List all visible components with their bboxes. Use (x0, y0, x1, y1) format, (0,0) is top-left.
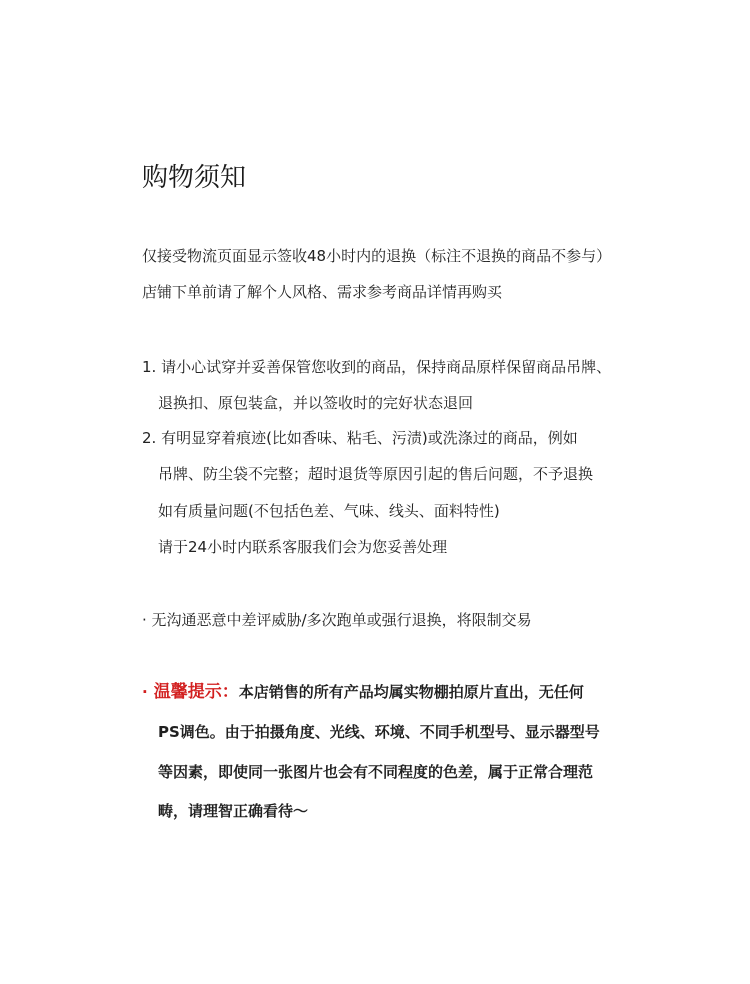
intro-line-return-window: 仅接受物流页面显示签收48小时内的退换（标注不退换的商品不参与） (142, 247, 612, 265)
tip-bullet: · (142, 683, 148, 701)
warm-tip-line-4: 畴，请理智正确看待～ (158, 802, 309, 820)
tip-heading: 温馨提示： (153, 682, 239, 702)
warm-tip-line-1 (142, 680, 584, 704)
intro-line-style-advice: 店铺下单前请了解个人风格、需求参考商品详情再购买 (142, 283, 503, 301)
rule-item-1-line-1: 1. 请小心试穿并妥善保管您收到的商品，保持商品原样保留商品吊牌、 (142, 358, 612, 376)
rule-item-2-line-1: 2. 有明显穿着痕迹(比如香味、粘毛、污渍)或洗涤过的商品，例如 (142, 429, 578, 447)
rule-item-2-line-4: 请于24小时内联系客服我们会为您妥善处理 (158, 538, 448, 556)
page-title: 购物须知 (142, 163, 247, 193)
tip-text-1: 本店销售的所有产品均属实物棚拍原片直出，无任何 (238, 683, 584, 701)
rule-item-2-line-2: 吊牌、防尘袋不完整；超时退货等原因引起的售后问题，不予退换 (158, 465, 594, 483)
trade-restriction-warning: · 无沟通恶意中差评威胁/多次跑单或强行退换，将限制交易 (142, 611, 532, 629)
warm-tip-line-2: PS调色。由于拍摄角度、光线、环境、不同手机型号、显示器型号 (158, 723, 600, 741)
warm-tip-line-3: 等因素，即使同一张图片也会有不同程度的色差，属于正常合理范 (158, 763, 594, 781)
rule-item-2-line-3: 如有质量问题(不包括色差、气味、线头、面料特性) (158, 502, 500, 520)
rule-item-1-line-2: 退换扣、原包装盒，并以签收时的完好状态退回 (158, 394, 474, 412)
